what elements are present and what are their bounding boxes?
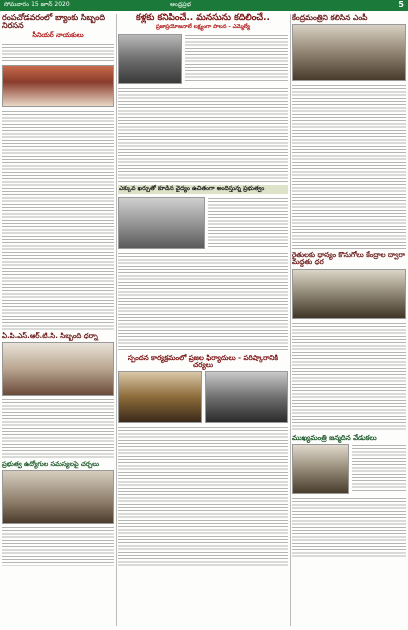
- col1-bottom-headline: ప్రభుత్వ ఉద్యోగుల సమస్యలపై చర్చలు: [2, 460, 100, 469]
- col1-headline-2: సీనియర్ నాయకులు: [32, 30, 84, 39]
- col2-subhead: ప్రజాప్రయోజనాలే లక్ష్యంగా పాలన - ఎమ్మెల్యే: [155, 24, 251, 31]
- header-page-number: 5: [398, 0, 404, 9]
- column-center: [118, 14, 288, 566]
- header-publication: ఆంధ్రప్రభ: [170, 1, 191, 8]
- col2-text-2: [208, 197, 288, 247]
- col2-article-body-2: [118, 252, 288, 352]
- col2-bottom-headline: స్పందన కార్యక్రమంలో ప్రజల ఫిర్యాదులు - పరిష్కారానికి చర్యలు: [127, 353, 279, 370]
- column-divider-2: [290, 14, 291, 626]
- col2-text-1: [185, 34, 288, 82]
- col3-photo-1: [292, 24, 406, 81]
- col1-headline: రంపచోడవరంలో బ్యాంకు సిబ్బంది నిరసన: [2, 13, 105, 31]
- col1-mid-headline: ఏ.పి.ఎస్.ఆర్.టి.సి. సిబ్బంది ధర్నా: [2, 331, 98, 340]
- col3-article-body: [292, 84, 406, 249]
- col2-spandana-photo: [118, 371, 202, 423]
- col3-photo-3: [292, 444, 349, 494]
- col1-meeting-photo: [2, 470, 114, 524]
- column-divider-1: [116, 14, 117, 626]
- col1-intro-text: [2, 43, 114, 63]
- col2-headline: కళ్లకు కనిపించే.. మనసును కదిలించే..: [136, 13, 270, 23]
- col1-protest-photo: [2, 65, 114, 107]
- col1-article-body-2: [2, 398, 114, 458]
- col3-article-body-3: [292, 497, 406, 557]
- col1-staff-photo: [2, 342, 114, 396]
- col3-photo-2: [292, 269, 406, 319]
- page-header-bar: [0, 0, 408, 11]
- col3-headline: కేంద్రమంత్రిని కలిసిన ఎంపీ: [292, 13, 368, 22]
- col3-bottom-headline: ముఖ్యమంత్రి జన్మదిన వేడుకలు: [292, 433, 377, 442]
- col2-banner: ఎక్కువ ఖర్చుతో కూడిన వైద్యం ఉచితంగా అందిస్తున్న ప్రభుత్వం: [119, 185, 265, 193]
- col2-article-body: [118, 87, 288, 182]
- col2-photo-2: [118, 197, 205, 249]
- col2-spandana-photo-2: [205, 371, 288, 423]
- col1-article-body: [2, 110, 114, 330]
- col2-photo-1: [118, 34, 182, 84]
- col3-text-3: [352, 444, 406, 492]
- column-right: [292, 14, 406, 557]
- column-left: [2, 14, 114, 566]
- col1-article-body-3: [2, 526, 114, 566]
- col3-mid-headline: రైతులకు ధాన్యం కొనుగోలు కేంద్రాల ద్వారా మద్దతు ధర: [292, 250, 406, 267]
- col3-article-body-2: [292, 322, 406, 432]
- header-date: సోమవారం 15 జూన్ 2020: [4, 1, 70, 8]
- col2-article-body-3: [118, 426, 288, 566]
